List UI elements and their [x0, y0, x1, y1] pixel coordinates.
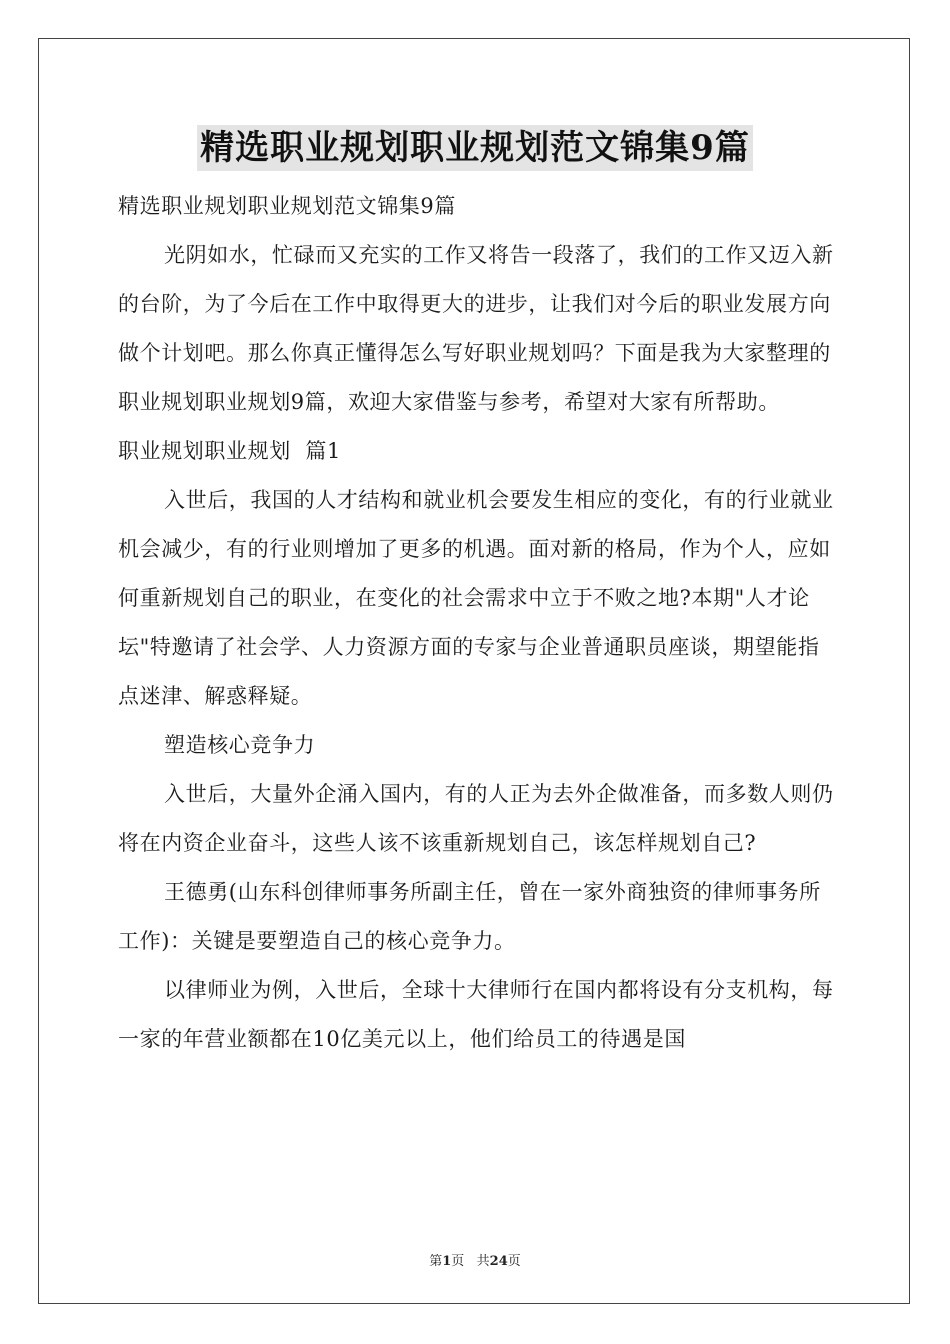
page-footer [0, 1250, 950, 1269]
footer-page-mid: 页 共 [451, 1254, 490, 1269]
footer-page-number: 1 [442, 1254, 452, 1269]
footer-page-prefix: 第 [429, 1254, 443, 1269]
subtitle-line: 精选职业规划职业规划范文锦集9篇 [118, 194, 456, 218]
document-title: 精选职业规划职业规划范文锦集9篇 [197, 125, 753, 171]
subheading: 塑造核心竞争力 [164, 733, 316, 757]
paragraph-3: 王德勇(山东科创律师事务所副主任，曾在一家外商独资的律师事务所工作)：关键是要塑造自己的核心竞争力。 [118, 880, 821, 953]
section-heading: 职业规划职业规划 篇1 [118, 439, 341, 463]
footer-page-suffix: 页 [507, 1254, 521, 1269]
intro-paragraph: 光阴如水，忙碌而又充实的工作又将告一段落了，我们的工作又迈入新的台阶，为了今后在工作中取得更大的进步，让我们对今后的职业发展方向做个计划吧。那么你真正懂得怎么写好职业规划吗？下面是我为大家整理的职业规划职业规划9篇，欢迎大家借鉴与参考，希望对大家有所帮助。 [118, 243, 834, 414]
paragraph-2: 入世后，大量外企涌入国内，有的人正为去外企做准备，而多数人则仍将在内资企业奋斗，这些人该不该重新规划自己，该怎样规划自己? [118, 782, 834, 855]
document-body [118, 182, 834, 1064]
title-container [0, 125, 950, 171]
paragraph-4: 以律师业为例，入世后，全球十大律师行在国内都将设有分支机构，每一家的年营业额都在10亿美元以上，他们给员工的待遇是国 [118, 978, 834, 1051]
paragraph-1: 入世后，我国的人才结构和就业机会要发生相应的变化，有的行业就业机会减少，有的行业则增加了更多的机遇。面对新的格局，作为个人，应如何重新规划自己的职业，在变化的社会需求中立于不败之地?本期"人才论坛"特邀请了社会学、人力资源方面的专家与企业普通职员座谈，期望能指点迷津、解惑释疑。 [118, 488, 834, 708]
footer-page-total: 24 [489, 1254, 508, 1269]
